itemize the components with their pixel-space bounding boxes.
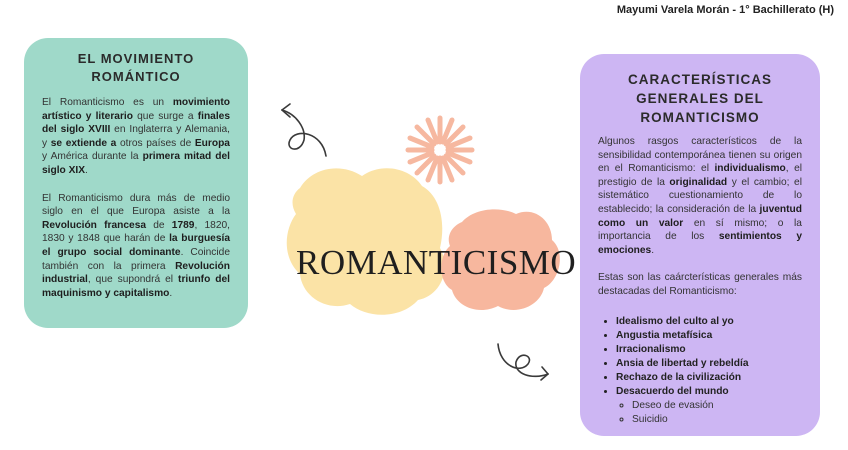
left-card-title	[42, 50, 230, 86]
text-run: Algunos rasgos característicos de la sensibilidad contemporánea tienen su origen en el Romanticismo: el	[598, 136, 802, 175]
list-item	[616, 385, 802, 427]
left-title-line2: ROMÁNTICO	[91, 69, 181, 84]
sub-features-list	[616, 399, 802, 427]
bold-text: finales del siglo XVIII	[42, 110, 230, 136]
list-item: • Rechazo de la civilización	[616, 371, 802, 385]
text-run: .	[85, 164, 88, 176]
right-title-line1: CARACTERÍSTICAS	[627, 72, 772, 87]
right-title-line2: GENERALES DEL	[636, 91, 764, 106]
bold-text: individualismo	[714, 163, 786, 175]
text-run: .	[169, 287, 173, 299]
left-paragraph-2	[42, 192, 230, 301]
bold-text: juventud como un valor	[598, 203, 802, 229]
characteristics-card	[580, 54, 820, 436]
curved-arrow-icon	[498, 344, 548, 380]
text-run: , 1820, 1830 y 1848 que harán de	[42, 219, 231, 245]
left-paragraph-1	[42, 96, 230, 178]
bold-text: la burguesía el grupo social dominante	[42, 233, 230, 258]
starburst-icon	[408, 118, 472, 182]
main-title: ROMANTICISMO	[296, 243, 577, 282]
text-run: otros países de	[116, 137, 195, 149]
text-run: .	[651, 244, 655, 256]
right-title-line3: ROMANTICISMO	[640, 110, 760, 125]
text-run: y América durante la	[42, 151, 143, 163]
bold-text: Revolución francesa	[42, 219, 147, 231]
right-paragraph-1	[598, 135, 802, 257]
text-run: . Coincide también con la primera	[42, 246, 230, 272]
right-paragraph-2: Estas son las caárcterísticas generales más destacadas del Romanticismo:	[598, 272, 802, 297]
right-card-title	[598, 70, 802, 127]
bold-text: Europa	[194, 137, 230, 149]
text-run: , el prestigio de la	[598, 163, 802, 188]
text-run: en Inglaterra y Alemania, y	[42, 124, 230, 149]
romantic-movement-card	[24, 38, 248, 328]
text-run: y el cambio; el sistemático cuestionamiento de lo establecido; la consideración de la	[598, 176, 802, 215]
yellow-blob	[287, 168, 445, 314]
list-item: ◦ Suicidio	[632, 413, 802, 427]
text-run: de	[146, 219, 172, 231]
list-item: • Idealismo del culto al yo	[616, 315, 802, 329]
text-run: que surge a	[132, 110, 198, 122]
list-item: ◦ Deseo de evasión	[632, 399, 802, 413]
bold-text: originalidad	[669, 176, 728, 188]
text-run: El Romanticismo es un	[42, 97, 173, 108]
text-run: , que supondrá el	[87, 274, 179, 286]
list-item-label: Desacuerdo del mundo	[616, 385, 729, 397]
list-item: • Ansia de libertad y rebeldía	[616, 357, 802, 371]
bold-text: Revolución industrial	[42, 260, 230, 286]
bold-text: 1789	[171, 219, 195, 231]
features-list	[598, 315, 802, 427]
left-title-line1: EL MOVIMIENTO	[77, 51, 195, 66]
list-item: • Irracionalismo	[616, 343, 802, 357]
bold-text: se extiende a	[50, 137, 117, 149]
bold-text: sentimientos y emociones	[598, 231, 802, 256]
curved-arrow-icon	[282, 104, 326, 156]
text-run: El Romanticismo dura más de medio siglo en el que Europa asiste a la	[42, 192, 230, 218]
bold-text: triunfo del maquinismo y capitalismo	[42, 274, 230, 299]
author-credit: Mayumi Varela Morán - 1° Bachillerato (H)	[616, 4, 834, 16]
list-item: • Angustia metafísica	[616, 329, 802, 343]
bold-text: primera mitad del siglo XIX	[42, 151, 230, 176]
text-run: en sí mismo; o la importancia de los	[598, 217, 802, 243]
bold-text: movimiento artístico y literario	[42, 97, 230, 122]
